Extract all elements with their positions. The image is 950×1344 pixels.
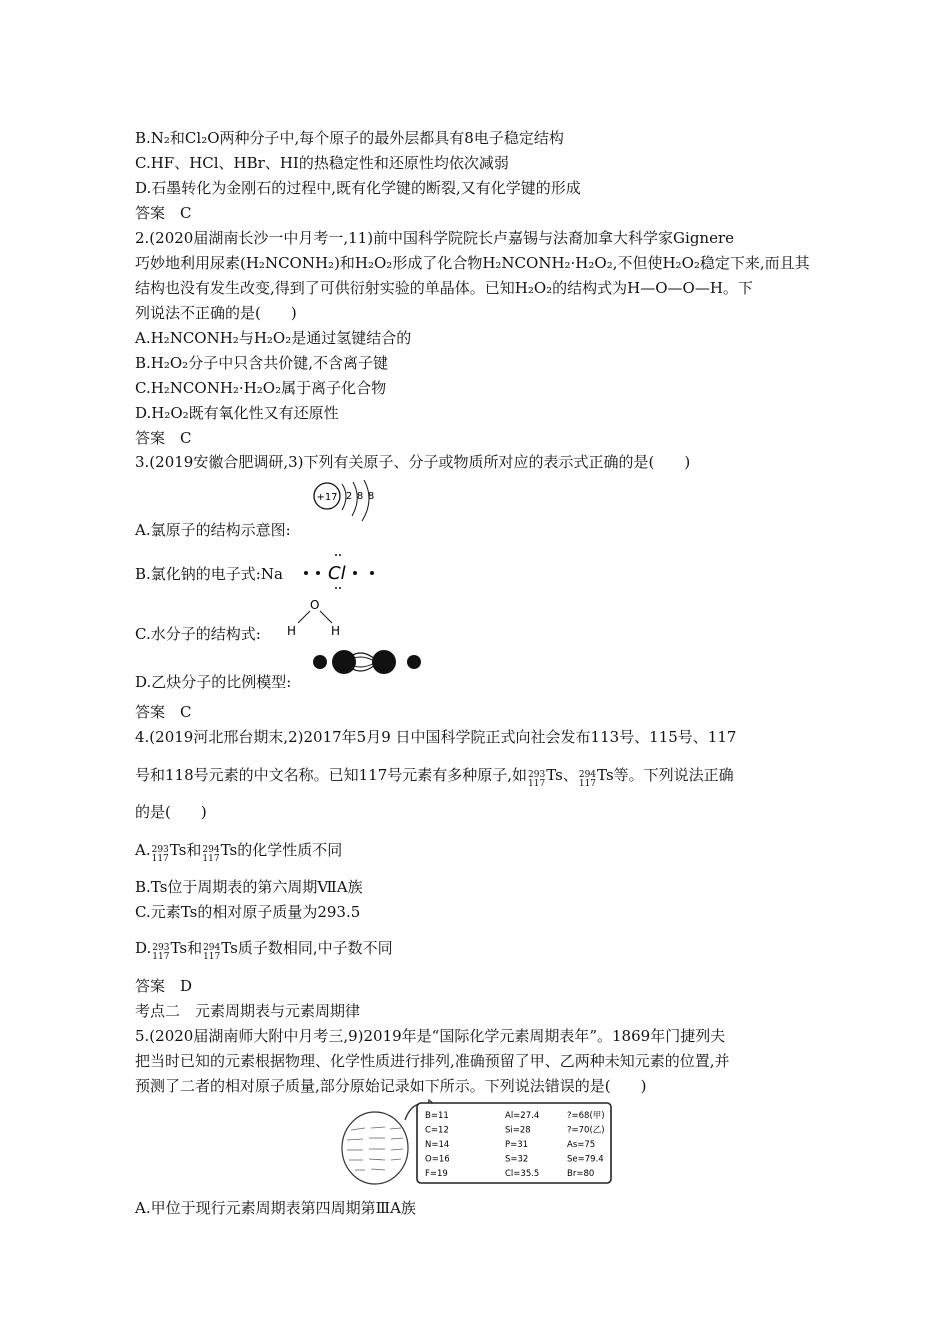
atom-shell-2: 8	[356, 491, 364, 502]
q3-option-d: D.乙炔分子的比例模型:	[135, 673, 292, 691]
q2-option-b: B.H₂O₂分子中只含共价键,不含离子键	[135, 354, 388, 372]
isotope-ts-294: 294 117	[578, 770, 597, 789]
q2-option-a: A.H₂NCONH₂与H₂O₂是通过氢键结合的	[135, 329, 412, 347]
q4-stem-line2	[135, 765, 734, 789]
water-o: O	[310, 598, 320, 612]
q1-option-c: C.HF、HCl、HBr、HI的热稳定性和还原性均依次减弱	[135, 154, 509, 172]
record-cell: F=19	[425, 1169, 448, 1179]
q5-stem-line2: 把当时已知的元素根据物理、化学性质进行排列,准确预留了甲、乙两种未知元素的位置,并	[135, 1052, 730, 1070]
isotope-ts-294: 294 117	[203, 943, 221, 962]
isotope-ts-293: 293 117	[151, 845, 169, 864]
water-structural-formula	[282, 596, 352, 640]
q4-option-b: B.Ts位于周期表的第六周期ⅦA族	[135, 878, 363, 896]
record-cell: ?=68(甲)	[567, 1111, 605, 1121]
q3-option-c: C.水分子的结构式:	[135, 625, 261, 643]
atom-shell-3: 8	[367, 491, 375, 502]
q4-stem-line2-a: 号和118号元素的中文名称。已知117号元素有多种原子,如	[135, 766, 528, 784]
q4-option-d: D. 293 117 Ts和 294 117 Ts质子数相同,中子数不同	[135, 939, 393, 962]
q1-answer: 答案 C	[135, 204, 192, 222]
q3-option-a: A.氯原子的结构示意图:	[135, 521, 291, 539]
record-cell: C=12	[425, 1125, 449, 1136]
q4-stem-line1: 4.(2019河北邢台期末,2)2017年5月9 日中国科学院正式向社会发布113号、115号、117	[135, 728, 737, 746]
q5-stem-line3: 预测了二者的相对原子质量,部分原始记录如下所示。下列说法错误的是( )	[135, 1077, 647, 1095]
q2-option-c: C.H₂NCONH₂·H₂O₂属于离子化合物	[135, 379, 387, 397]
q3-answer: 答案 C	[135, 703, 192, 721]
q2-stem-line4: 列说法不正确的是( )	[135, 304, 297, 322]
mendeleev-record-figure	[335, 1098, 615, 1186]
q5-stem-line1: 5.(2020届湖南师大附中月考三,9)2019年是“国际化学元素周期表年”。1869年门捷列夫	[135, 1027, 726, 1045]
atom-shell-1: 2	[345, 491, 353, 502]
isotope-ts-294: 294 117	[202, 845, 220, 864]
atom-nucleus-label: +17	[316, 492, 338, 503]
record-cell: B=11	[425, 1111, 449, 1121]
q2-answer: 答案 C	[135, 429, 192, 447]
q4-option-c: C.元素Ts的相对原子质量为293.5	[135, 903, 361, 921]
record-cell: O=16	[425, 1154, 450, 1165]
water-h1: H	[287, 624, 297, 638]
water-h2: H	[331, 624, 341, 638]
q2-stem-line3: 结构也没有发生改变,得到了可供衍射实验的单晶体。已知H₂O₂的结构式为H—O—O—H。下	[135, 279, 753, 297]
record-cell: N=14	[425, 1140, 450, 1150]
isotope-ts-293: 293 117	[152, 943, 170, 962]
nacl-electron-formula	[298, 550, 388, 590]
q3-option-b	[135, 564, 283, 584]
section-heading: 考点二 元素周期表与元素周期律	[135, 1002, 361, 1020]
record-cell: Se=79.4	[567, 1154, 604, 1165]
q2-option-d: D.H₂O₂既有氧化性又有还原性	[135, 404, 339, 422]
acetylene-space-filling-model	[308, 646, 428, 680]
q5-option-a: A.甲位于现行元素周期表第四周期第ⅢA族	[135, 1199, 416, 1217]
q4-stem-line2-c: Ts等。下列说法正确	[597, 766, 734, 784]
q4-option-a: A. 293 117 Ts和 294 117 Ts的化学性质不同	[135, 841, 343, 864]
q1-option-b: B.N₂和Cl₂O两种分子中,每个原子的最外层都具有8电子稳定结构	[135, 129, 564, 147]
q2-stem-line1: 2.(2020届湖南长沙一中月考一,11)前中国科学院院长卢嘉锡与法裔加拿大科学家Gignere	[135, 229, 735, 247]
record-cell: Si=28	[505, 1125, 531, 1136]
q4-answer: 答案 D	[135, 977, 193, 995]
q4-stem-line2-b: Ts、	[546, 766, 578, 784]
record-cell: S=32	[505, 1154, 529, 1165]
record-cell: Cl=35.5	[505, 1169, 540, 1179]
record-cell: As=75	[567, 1140, 596, 1150]
record-cell: P=31	[505, 1140, 529, 1150]
record-cell: Br=80	[567, 1169, 595, 1179]
q4-stem-line3: 的是( )	[135, 803, 207, 821]
electron-formula-cl: Cl	[328, 563, 346, 584]
isotope-ts-293: 293 117	[528, 770, 546, 789]
electron-formula-na: Na	[260, 565, 283, 583]
q3-option-b-text: B.氯化钠的电子式:	[135, 565, 261, 583]
q1-option-d: D.石墨转化为金刚石的过程中,既有化学键的断裂,又有化学键的形成	[135, 179, 581, 197]
record-cell: ?=70(乙)	[567, 1125, 605, 1136]
chlorine-atom-diagram	[308, 478, 388, 524]
q2-stem-line2: 巧妙地利用尿素(H₂NCONH₂)和H₂O₂形成了化合物H₂NCONH₂·H₂O₂,不但使H₂O₂稳定下来,而且其	[135, 254, 810, 272]
q3-stem: 3.(2019安徽合肥调研,3)下列有关原子、分子或物质所对应的表示式正确的是( )	[135, 453, 691, 471]
record-cell: Al=27.4	[505, 1111, 540, 1121]
